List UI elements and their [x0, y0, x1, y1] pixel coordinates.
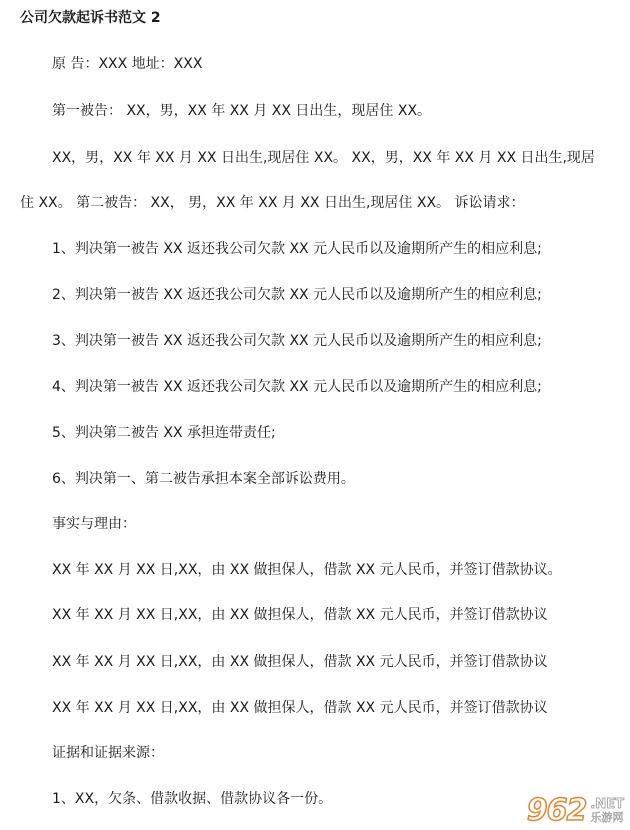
evidence-item: 1、XX，欠条、借款收据、借款协议各一份。 — [52, 791, 333, 807]
claim-item: 4、判决第一被告 XX 返还我公司欠款 XX 元人民币以及逾期所产生的相应利息; — [52, 379, 542, 395]
claim-item: 3、判决第一被告 XX 返还我公司欠款 XX 元人民币以及逾期所产生的相应利息; — [52, 333, 542, 349]
claim-item: 5、判决第二被告 XX 承担连带责任; — [52, 425, 276, 441]
watermark-logo-icon: 962 — [526, 793, 587, 828]
facts-heading: 事实与理由： — [52, 516, 136, 532]
plaintiff-line: 原 告：XXX 地址：XXX — [52, 56, 203, 72]
evidence-heading: 证据和证据来源： — [52, 745, 164, 761]
fact-item: XX 年 XX 月 XX 日,XX，由 XX 做担保人，借款 XX 元人民币，并签订借款协议 — [52, 607, 548, 623]
first-defendant-line: 第一被告： XX，男，XX 年 XX 月 XX 日出生，现居住 XX。 — [52, 103, 432, 119]
claim-item: 1、判决第一被告 XX 返还我公司欠款 XX 元人民币以及逾期所产生的相应利息; — [52, 241, 542, 257]
defendants-line-2: 住 XX。 第二被告： XX， 男，XX 年 XX 月 XX 日出生,现居住 XX。 诉讼请求： — [20, 195, 525, 211]
watermark-domain: .NET — [590, 797, 624, 812]
fact-item: XX 年 XX 月 XX 日,XX，由 XX 做担保人，借款 XX 元人民币，并签订借款协议。 — [52, 562, 562, 578]
site-watermark — [526, 793, 624, 828]
defendants-line-1: XX，男，XX 年 XX 月 XX 日出生,现居住 XX。 XX，男，XX 年 XX 月 XX 日出生,现居 — [52, 150, 595, 166]
fact-item: XX 年 XX 月 XX 日,XX，由 XX 做担保人，借款 XX 元人民币，并签订借款协议 — [52, 700, 548, 716]
watermark-site-name: 乐游网 — [590, 811, 624, 824]
claim-item: 6、判决第一、第二被告承担本案全部诉讼费用。 — [52, 471, 355, 487]
document-title: 公司欠款起诉书范文 2 — [20, 10, 161, 26]
claim-item: 2、判决第一被告 XX 返还我公司欠款 XX 元人民币以及逾期所产生的相应利息; — [52, 287, 542, 303]
fact-item: XX 年 XX 月 XX 日,XX，由 XX 做担保人，借款 XX 元人民币，并签订借款协议 — [52, 654, 548, 670]
